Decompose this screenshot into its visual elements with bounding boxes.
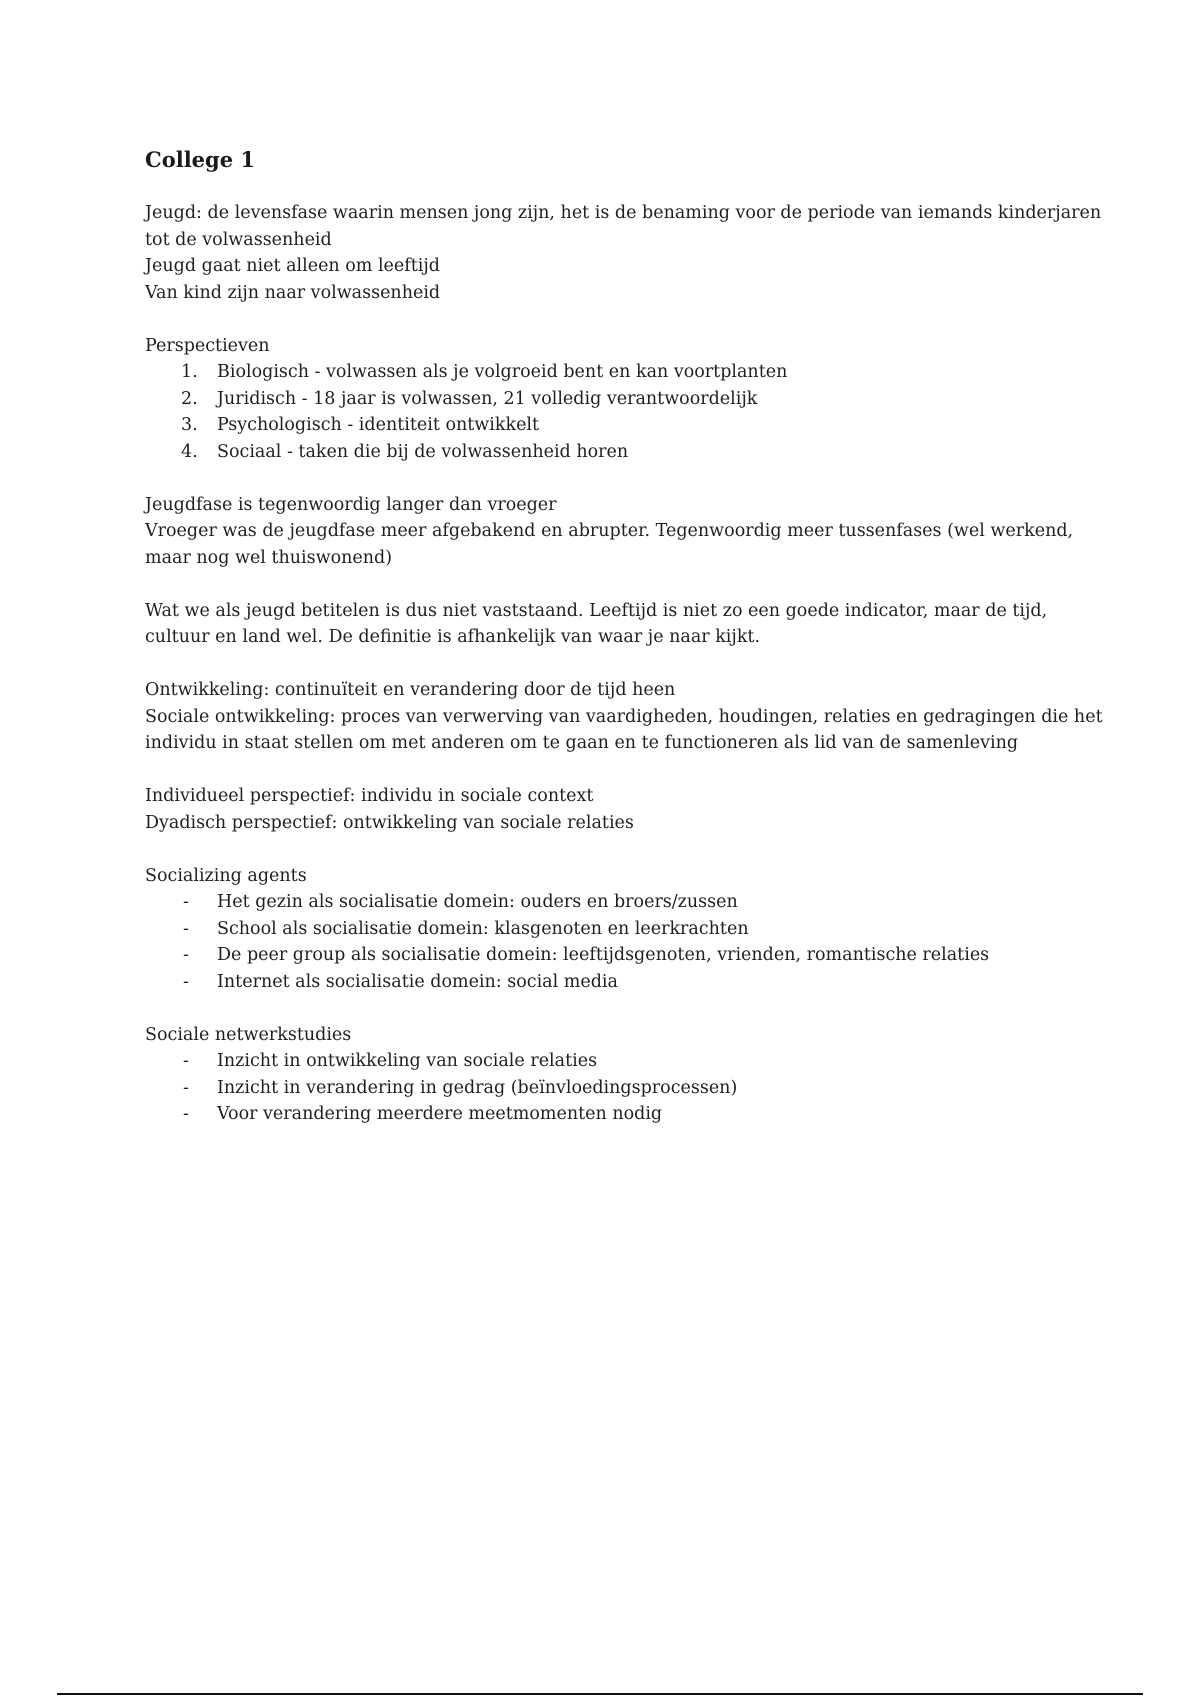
section-heading-netwerkstudies: Sociale netwerkstudies: [145, 1024, 352, 1045]
list-item-text: Juridisch - 18 jaar is volwassen, 21 volledig verantwoordelijk: [217, 388, 758, 409]
list-marker: -: [183, 1051, 189, 1071]
list-item-text: Inzicht in verandering in gedrag (beïnvloedingsprocessen): [217, 1077, 738, 1098]
paragraph-jeugdfase-vroeger: Vroeger was de jeugdfase meer afgebakend en abrupter. Tegenwoordig meer tussenfases (wel werkend, maar nog wel thuiswonend): [145, 521, 1074, 568]
spacer: [145, 651, 1105, 678]
list-item: [145, 1101, 1105, 1128]
list-marker: -: [183, 1104, 189, 1124]
paragraph-ontwikkeling: Ontwikkeling: continuïteit en verandering door de tijd heen: [145, 680, 676, 700]
paragraph-dyadisch-perspectief: Dyadisch perspectief: ontwikkeling van sociale relaties: [145, 812, 634, 833]
list-item-text: Voor verandering meerdere meetmomenten nodig: [217, 1104, 663, 1124]
paragraph-child-to-adult: Van kind zijn naar volwassenheid: [145, 282, 441, 303]
spacer: [145, 571, 1105, 598]
spacer: [145, 465, 1105, 492]
list-marker: -: [183, 945, 189, 965]
list-marker: 3.: [181, 415, 198, 435]
list-item: [145, 969, 1105, 996]
paragraph-definition: Jeugd: de levensfase waarin mensen jong zijn, het is de benaming voor de periode van iemands kinderjaren tot de volwassenheid: [145, 203, 1102, 250]
paragraph-age: Jeugd gaat niet alleen om leeftijd: [145, 256, 441, 276]
section-heading-perspectieven: Perspectieven: [145, 335, 270, 356]
netwerkstudies-list: [145, 1048, 1105, 1128]
paragraph-betitelen: Wat we als jeugd betitelen is dus niet vaststaand. Leeftijd is niet zo een goede indicator, maar de tijd, cultuur en land wel. De definitie is afhankelijk van waar je naar kijkt.: [145, 600, 1048, 647]
list-item-text: Inzicht in ontwikkeling van sociale relaties: [217, 1051, 598, 1071]
list-item-text: School als socialisatie domein: klasgenoten en leerkrachten: [217, 918, 749, 939]
list-marker: -: [183, 1077, 189, 1098]
paragraph-sociale-ontwikkeling: Sociale ontwikkeling: proces van verwerving van vaardigheden, houdingen, relaties en gedragingen die het individu in staat stellen om met anderen om te gaan en te functioneren als lid van de samenleving: [145, 706, 1103, 753]
list-item: [145, 359, 1105, 386]
spacer: [145, 757, 1105, 784]
section-heading-socializing-agents: Socializing agents: [145, 865, 307, 886]
list-marker: -: [183, 918, 189, 939]
list-marker: 4.: [181, 441, 198, 462]
list-item-text: Het gezin als socialisatie domein: ouders en broers/zussen: [217, 892, 738, 912]
page-title: College 1: [145, 147, 256, 172]
list-item-text: Biologisch - volwassen als je volgroeid bent en kan voortplanten: [217, 362, 788, 382]
list-item: [145, 942, 1105, 969]
list-item: [145, 1048, 1105, 1075]
list-item-text: Sociaal - taken die bij de volwassenheid horen: [217, 441, 629, 462]
list-item-text: Psychologisch - identiteit ontwikkelt: [217, 415, 540, 435]
list-marker: -: [183, 971, 189, 992]
list-marker: 1.: [181, 362, 198, 382]
list-marker: -: [183, 892, 189, 912]
footer-divider: [57, 1693, 1143, 1695]
paragraph-individueel-perspectief: Individueel perspectief: individu in sociale context: [145, 786, 594, 806]
socializing-agents-list: [145, 889, 1105, 995]
paragraph-jeugdfase-langer: Jeugdfase is tegenwoordig langer dan vroeger: [145, 494, 557, 515]
list-item: [145, 1075, 1105, 1102]
list-item: [145, 412, 1105, 439]
list-item: [145, 439, 1105, 466]
list-item-text: De peer group als socialisatie domein: leeftijdsgenoten, vrienden, romantische relaties: [217, 945, 990, 965]
spacer: [145, 995, 1105, 1022]
list-item-text: Internet als socialisatie domein: social media: [217, 971, 618, 992]
list-item: [145, 386, 1105, 413]
perspectieven-list: [145, 359, 1105, 465]
list-item: [145, 889, 1105, 916]
list-item: [145, 916, 1105, 943]
spacer: [145, 306, 1105, 333]
document-page: [145, 140, 1105, 1128]
list-marker: 2.: [181, 388, 198, 409]
spacer: [145, 836, 1105, 863]
